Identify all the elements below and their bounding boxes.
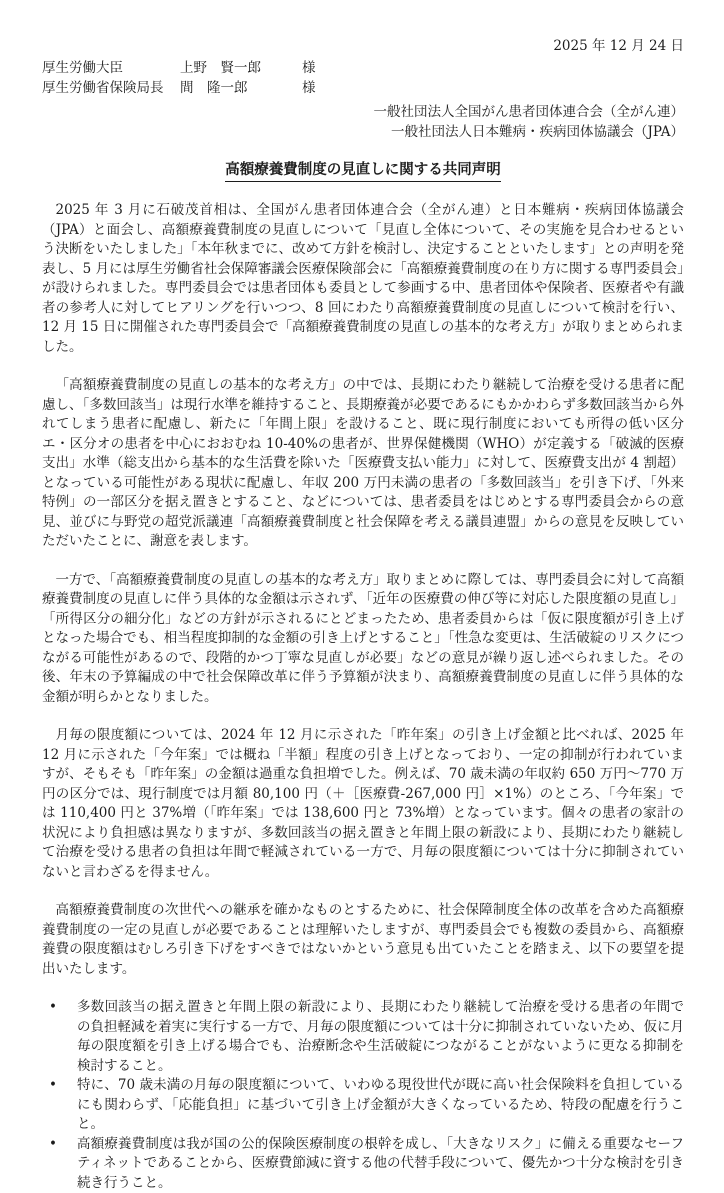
recipient-honorific: 様 (302, 58, 316, 78)
bullet-icon: • (42, 998, 77, 1076)
title-wrap (42, 159, 684, 182)
bullet-icon: • (42, 1135, 77, 1193)
body-paragraph: 「高額療養費制度の見直しの基本的な考え方」の中では、長期にわたり継続して治療を受ける患者に配慮し、「多数回該当」は現行水準を維持すること、長期療養が必要であるにもかかわらず多数回該当から外れてしまう患者に配慮し、新たに「年間上限」を設けること、既に現行制度においても所得の低い区分エ・区分オの患者を中心におおむね 10-40%の患者が、世界保健機関（WHO）が定義する「破滅的医療支出」水準（総支出から基本的な生活費を除いた「医療費支払い能力」に対して、医療費支出が 4 割超）となっている可能性がある現状に配慮し、年収 200 万円未満の患者の「多数回該当」を引き下げ、「外来特例」の一部区分を据え置きとすること、などについては、患者委員をはじめとする専門委員会からの意見、並びに与野党の超党派議連「高額療養費制度と社会保障を考える議員連盟」からの意見を反映していただいたことに、謝意を表します。 (42, 376, 684, 552)
document-date: 2025 年 12 月 24 日 (42, 36, 684, 56)
statement-title: 高額療養費制度の見直しに関する共同声明 (225, 160, 501, 182)
request-text: 特に、70 歳未満の月毎の限度額について、いわゆる現役世代が既に高い社会保険料を負担しているにも関わらず、「応能負担」に基づいて引き上げ金額が大きくなっているため、特段の配慮を行うこと。 (77, 1076, 684, 1135)
request-item (42, 998, 684, 1076)
recipient-name: 上野 賢一郎 (180, 58, 302, 78)
recipient-line (42, 78, 684, 98)
recipient-name: 間 隆一郎 (180, 78, 302, 98)
body-paragraph: 月毎の限度額については、2024 年 12 月に示された「昨年案」の引き上げ金額と比べれば、2025 年 12 月に示された「今年案」では概ね「半額」程度の引き上げとなっており、一定の抑制が行われていますが、そもそも「昨年案」の金額は過重な負担増でした。例えば、70 歳未満の年収約 650 万円～770 万円の区分では、現行制度では月額 80,100 円（＋［医療費-267,000 円］×1%）のところ、「今年案」では 110,400 円と 37%増（「昨年案」では 138,600 円と 73%増）となっています。個々の患者の家計の状況により負担感は異なりますが、多数回該当の据え置きと年間上限の新設により、長期にわたり継続して治療を受ける患者の負担は年間で軽減されている一方で、月毎の限度額については十分に抑制されていないと言わざるを得ません。 (42, 726, 684, 882)
request-item (42, 1076, 684, 1135)
sender-line: 一般社団法人全国がん患者団体連合会（全がん連） (42, 102, 684, 122)
sender-block (42, 102, 684, 142)
recipient-honorific: 様 (302, 78, 316, 98)
body-paragraph: 高額療養費制度の次世代への継承を確かなものとするために、社会保障制度全体の改革を含めた高額療養費制度の一定の見直しが必要であることは理解いたしますが、専門委員会でも複数の委員から、高額療養費の限度額はむしろ引き下げをすべきではないかという意見も出ていたことを踏まえ、以下の要望を提出いたします。 (42, 901, 684, 979)
recipient-title: 厚生労働省保険局長 (42, 78, 180, 98)
recipient-block (42, 58, 684, 98)
recipient-title: 厚生労働大臣 (42, 58, 180, 78)
sender-line: 一般社団法人日本難病・疾病団体協議会（JPA） (42, 122, 684, 142)
recipient-line (42, 58, 684, 78)
request-list (42, 998, 684, 1193)
bullet-icon: • (42, 1076, 77, 1135)
request-text: 多数回該当の据え置きと年間上限の新設により、長期にわたり継続して治療を受ける患者の年間での負担軽減を着実に実行する一方で、月毎の限度額については十分に抑制されていないため、仮に月毎の限度額を引き上げる場合でも、治療断念や生活破綻につながることがないように更なる抑制を検討すること。 (77, 998, 684, 1076)
body-paragraph: 一方で、「高額療養費制度の見直しの基本的な考え方」取りまとめに際しては、専門委員会に対して高額療養費制度の見直しに伴う具体的な金額は示されず、「近年の医療費の伸び等に対応した限度額の見直し」「所得区分の細分化」などの方針が示されるにとどまったため、患者委員からは「仮に限度額が引き上げとなった場合でも、相当程度抑制的な金額の引き上げとすること」「性急な変更は、生活破綻のリスクにつながる可能性があるので、段階的かつ丁寧な見直しが必要」などの意見が繰り返し述べられました。その後、年末の予算編成の中で社会保障改革に伴う予算額が決まり、高額療養費制度の見直しに伴う具体的な金額が明らかとなりました。 (42, 571, 684, 708)
request-text: 高額療養費制度は我が国の公的保険医療制度の根幹を成し、「大きなリスク」に備える重要なセーフティネットであることから、医療費節減に資する他の代替手段について、優先かつ十分な検討を引き続き行うこと。 (77, 1135, 684, 1193)
body-paragraph: 2025 年 3 月に石破茂首相は、全国がん患者団体連合会（全がん連）と日本難病・疾病団体協議会（JPA）と面会し、高額療養費制度の見直しについて「見直し全体について、その実施を見合わせるという決断をいたしました」「本年秋までに、改めて方針を検討し、決定することといたします」との声明を発表し、5 月には厚生労働省社会保障審議会医療保険部会に「高額療養費制度の在り方に関する専門委員会」が設けられました。専門委員会では患者団体も委員として参画する中、患者団体や保険者、医療者や有識者の参考人に対してヒアリングを行いつつ、8 回にわたり高額療養費制度の見直しについて検討を行い、12 月 15 日に開催された専門委員会で「高額療養費制度の見直しの基本的な考え方」が取りまとめられました。 (42, 201, 684, 357)
request-item (42, 1135, 684, 1193)
